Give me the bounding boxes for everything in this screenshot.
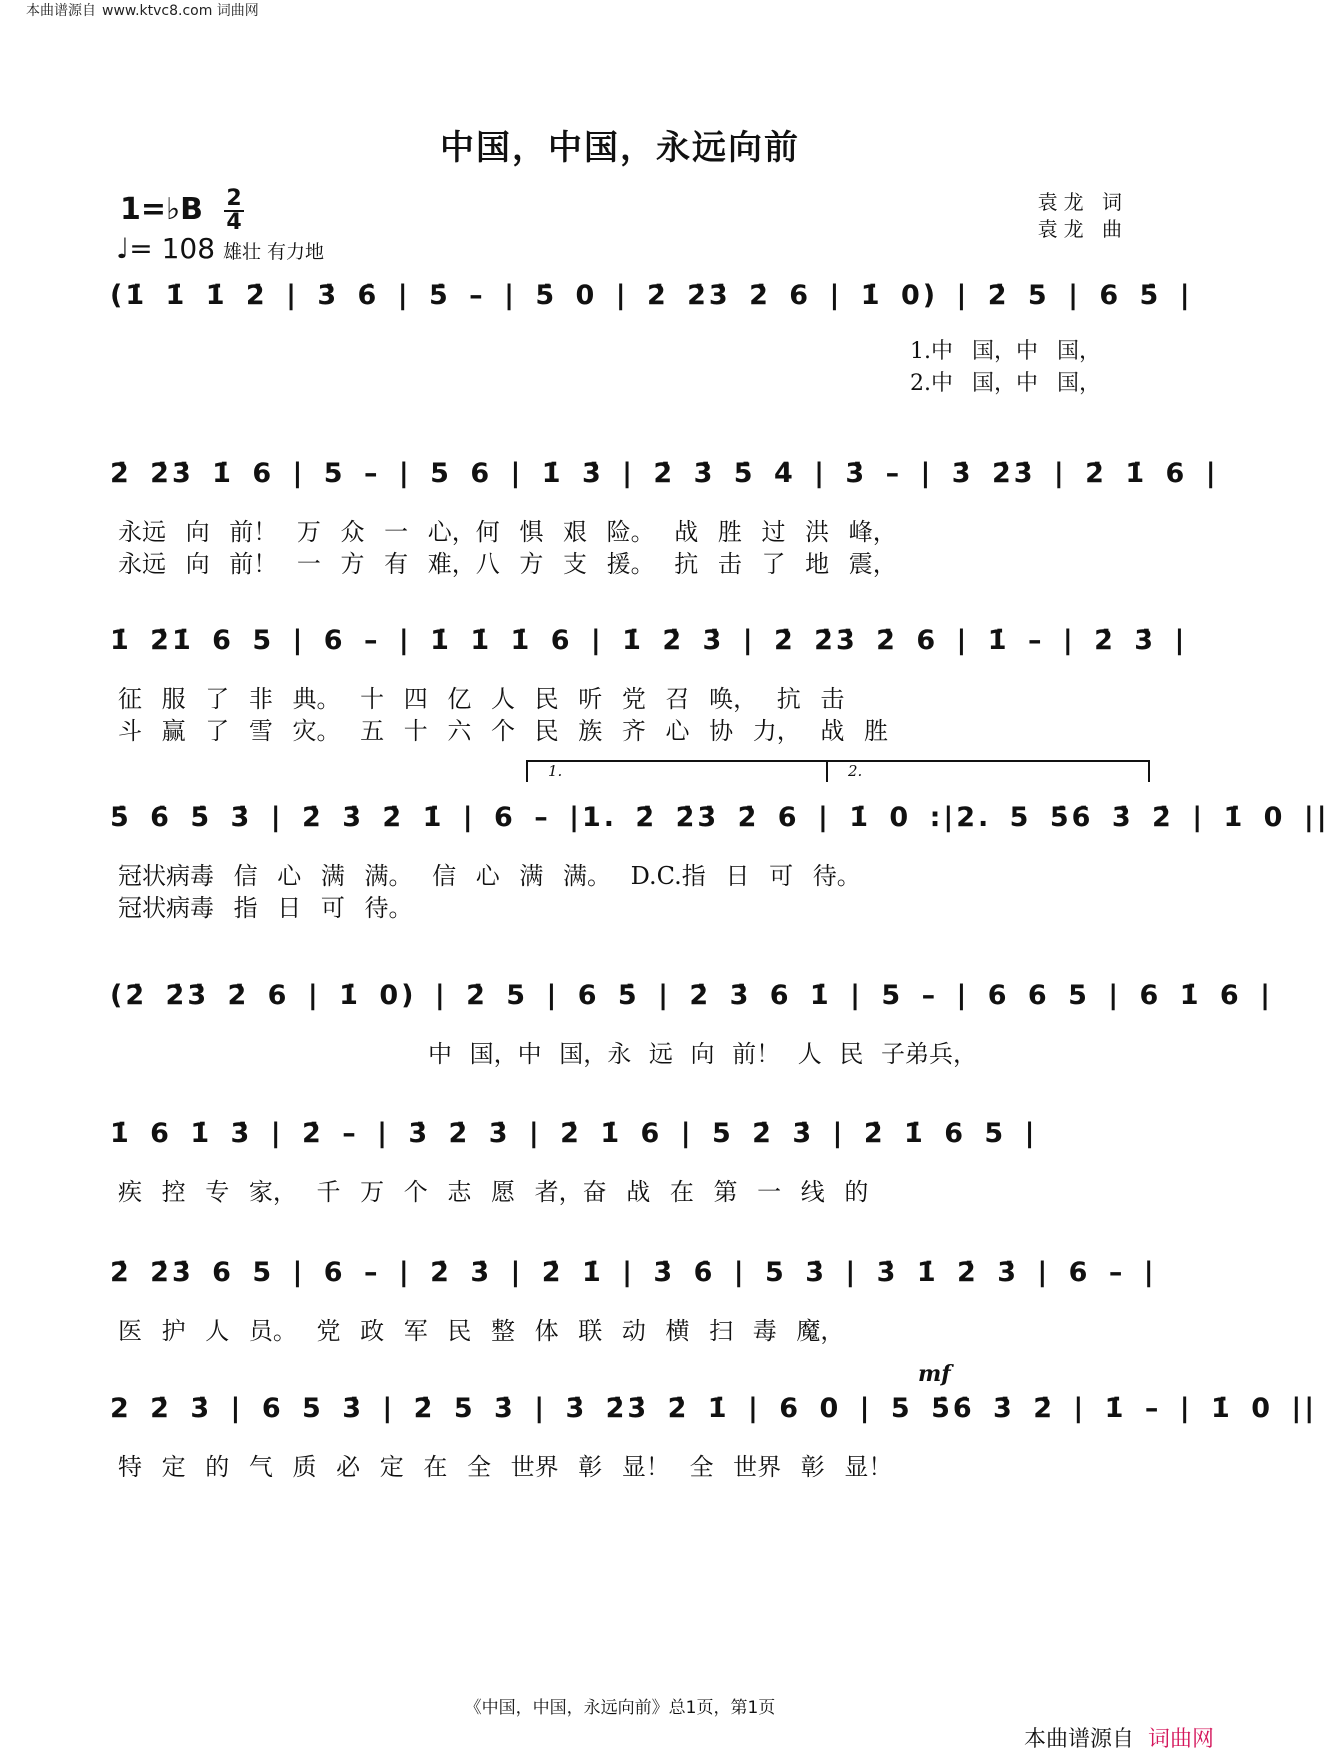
time-signature	[224, 188, 244, 234]
key-signature: 1=♭B	[120, 192, 204, 227]
notation-row: 5̇ 6̇ 5̇ 3̇ | 2̇ 3̇ 2̇ 1̇ | 6 – |1. 2̇ 2̇3̇ 2̇ 6 | 1̇ 0 :|2. 5 5̇6̇ 3̇ 2̇ | 1̇ 0 ||	[110, 802, 1330, 833]
volta-bracket-2: 2.	[826, 760, 1150, 782]
watermark-url[interactable]: www.ktvc8.com 词曲网	[102, 3, 259, 19]
notation-row: 2 2̇ 3̇ | 6 5 3̇ | 2̇ 5 3̇ | 3̇ 2̇3̇ 2̇ 1̇ | 6 0 | 5 5̇6̇ 3̇ 2̇ | 1̇ – | 1̇ 0 ||	[110, 1393, 1318, 1424]
lyric-line: 冠状病毒 信 心 满 满。 信 心 满 满。 D.C.指 日 可 待。	[118, 862, 861, 890]
lyric-line: 冠状病毒 指 日 可 待。	[118, 894, 413, 922]
lyric-line: 疾 控 专 家， 千 万 个 志 愿 者，奋 战 在 第 一 线 的	[118, 1178, 869, 1206]
song-title: 中国，中国，永远向前	[440, 128, 800, 168]
tempo-marking	[116, 232, 324, 265]
watermark-source: 本曲谱源自	[26, 3, 96, 19]
lyric-line: 特 定 的 气 质 必 定 在 全 世界 彰 显！ 全 世界 彰 显！	[118, 1453, 893, 1481]
lyricist-credit: 袁龙 词	[1037, 190, 1128, 214]
brand-text: 本曲谱源自	[1023, 1727, 1134, 1752]
lyric-line: 中 国，中 国，永 远 向 前！ 人 民 子弟兵，	[428, 1040, 978, 1068]
notation-row: 1̇ 2̇1̇ 6 5 | 6 – | 1̇ 1̇ 1̇ 6 | 1̇ 2̇ 3̇ | 2̇ 2̇3̇ 2̇ 6 | 1̇ – | 2̇ 3̇ |	[110, 625, 1188, 656]
volta-bracket-1: 1.	[526, 760, 838, 782]
lyric-line: 征 服 了 非 典。 十 四 亿 人 民 听 党 召 唤， 抗 击	[118, 685, 845, 713]
watermark	[26, 0, 259, 20]
tempo-value: ♩= 108	[116, 232, 216, 265]
notation-row: (2̇ 2̇3̇ 2̇ 6 | 1̇ 0) | 2̇ 5 | 6 5̇ | 2̇ 3̇ 6 1̇ | 5 – | 6 6 5 | 6 1̇ 6 |	[110, 980, 1273, 1011]
notation-row: (1̇ 1̇ 1̇ 2̇ | 3̇ 6̇ | 5̇ – | 5̇ 0 | 2̇ 2̇3̇ 2̇ 6 | 1̇ 0) | 2̇ 5 | 6 5̇ |	[110, 280, 1193, 311]
brand-mark	[1024, 1722, 1214, 1753]
time-bottom: 4	[226, 210, 242, 235]
notation-row: 1̇ 6 1̇ 3̇ | 2̇ – | 3̇ 2̇ 3̇ | 2̇ 1̇ 6 | 5 2̇ 3̇ | 2̇ 1̇ 6 5 |	[110, 1118, 1038, 1149]
lyric-line: 1.中 国，中 国，	[910, 339, 1101, 364]
lyric-line: 2.中 国，中 国，	[910, 371, 1101, 396]
lyric-line: 医 护 人 员。 党 政 军 民 整 体 联 动 横 扫 毒 魔，	[118, 1317, 845, 1345]
lyric-line: 斗 赢 了 雪 灾。 五 十 六 个 民 族 齐 心 协 力， 战 胜	[118, 717, 889, 745]
composer-credit: 袁龙 曲	[1037, 217, 1128, 241]
brand-site[interactable]: 词曲网	[1147, 1727, 1214, 1752]
time-top: 2	[226, 186, 242, 211]
dynamic-mark: mf	[918, 1361, 951, 1387]
lyric-line: 永远 向 前！ 一 方 有 难，八 方 支 援。 抗 击 了 地 震，	[118, 550, 897, 578]
expression-marking: 雄壮 有力地	[223, 241, 325, 263]
notation-row: 2̇ 2̇3̇ 1̇ 6 | 5 – | 5 6 | 1̇ 3̇ | 2̇ 3̇ 5̇ 4̇ | 3̇ – | 3̇ 2̇3̇ | 2̇ 1̇ 6 |	[110, 458, 1219, 489]
page-footer: 《中国，中国，永远向前》总1页，第1页	[464, 1698, 776, 1718]
lyric-line: 永远 向 前！ 万 众 一 心，何 惧 艰 险。 战 胜 过 洪 峰，	[118, 518, 897, 546]
notation-row: 2̇ 2̇3̇ 6 5 | 6 – | 2̇ 3̇ | 2̇ 1̇ | 3̇ 6̇ | 5 3̇ | 3̇ 1̇ 2̇ 3̇ | 6 – |	[110, 1257, 1157, 1288]
